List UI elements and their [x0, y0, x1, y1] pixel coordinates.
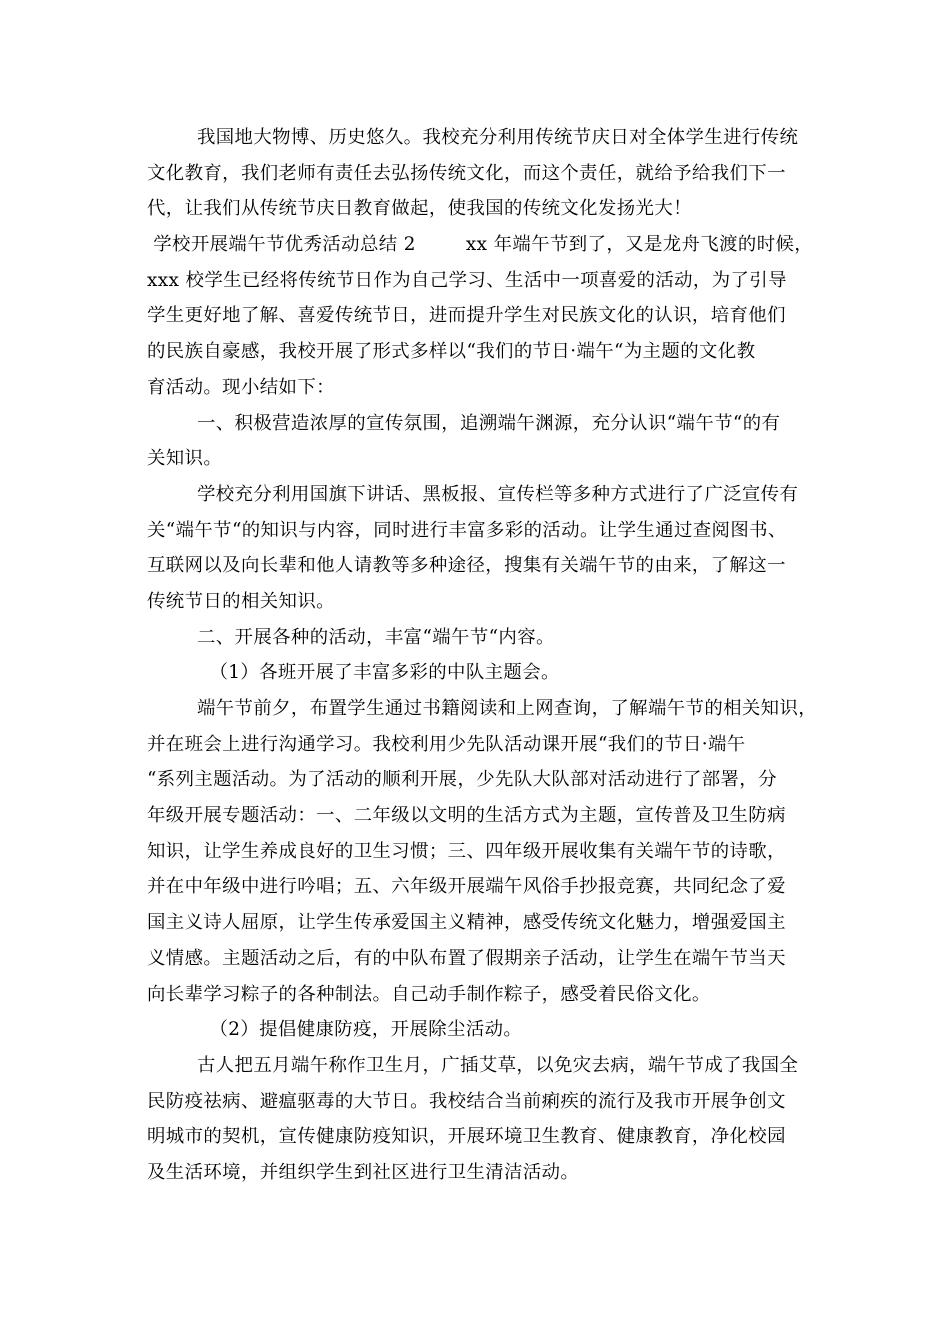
text-line: 学生更好地了解、喜爱传统节日，进而提升学生对民族文化的认识，培育他们 — [147, 305, 786, 327]
text-line: 及生活环境，并组织学生到社区进行卫生清洁活动。 — [147, 1161, 580, 1183]
text-line: 育活动。现小结如下： — [147, 376, 335, 398]
document-body — [147, 120, 817, 1191]
text-line: 知识，让学生养成良好的卫生习惯；三、四年级开展收集有关端午节的诗歌， — [147, 840, 786, 862]
text-line: 二、开展各种的活动，丰富“端午节“内容。 — [147, 626, 555, 648]
text-line: 端午节前夕，布置学生通过书籍阅读和上网查询，了解端午节的相关知识， — [147, 698, 818, 719]
text-line: 代，让我们从传统节庆日教育做起，使我国的传统文化发扬光大！ — [147, 198, 692, 220]
text-line: 一、积极营造浓厚的宣传氛围，追溯端午渊源，充分认识“端午节“的有 — [147, 412, 781, 434]
text-line: （1）各班开展了丰富多彩的中队主题会。 — [147, 662, 560, 684]
text-line: （2）提倡健康防疫，开展除尘活动。 — [147, 1019, 523, 1041]
text-line: 义情感。主题活动之后，有的中队布置了假期亲子活动，让学生在端午节当天 — [147, 947, 786, 969]
text-line: 国主义诗人屈原，让学生传承爱国主义精神，感受传统文化魅力，增强爱国主 — [147, 912, 786, 934]
text-line: 明城市的契机，宣传健康防疫知识，开展环境卫生教育、健康教育，净化校园 — [147, 1126, 786, 1148]
text-line: 关知识。 — [147, 448, 223, 470]
text-line: xxx 校学生已经将传统节日作为自己学习、生活中一项喜爱的活动，为了引导 — [147, 269, 787, 291]
text-line: 互联网以及向长辈和他人请教等多种途径，搜集有关端午节的由来，了解这一 — [147, 555, 786, 577]
text-line: 并在班会上进行沟通学习。我校利用少先队活动课开展“我们的节日·端午 — [147, 733, 746, 755]
text-line: 的民族自豪感，我校开展了形式多样以“我们的节日·端午“为主题的文化教 — [147, 341, 756, 363]
text-line: 并在中年级中进行吟唱；五、六年级开展端午风俗手抄报竞赛，共同纪念了爱 — [147, 876, 786, 898]
text-line: 文化教育，我们老师有责任去弘扬传统文化，而这个责任，就给予给我们下一 — [147, 162, 786, 184]
text-line: 年级开展专题活动：一、二年级以文明的生活方式为主题，宣传普及卫生防病 — [147, 805, 786, 827]
text-line: 关“端午节“的知识与内容，同时进行丰富多彩的活动。让学生通过查阅图书、 — [147, 519, 787, 541]
text-line: 向长辈学习粽子的各种制法。自己动手制作粽子，感受着民俗文化。 — [147, 983, 711, 1005]
text-line: “系列主题活动。为了活动的顺利开展，少先队大队部对活动进行了部署，分 — [147, 769, 777, 791]
text-line: 民防疫祛病、避瘟驱毒的大节日。我校结合当前痢疾的流行及我市开展争创文 — [147, 1090, 786, 1112]
text-line: 我国地大物博、历史悠久。我校充分利用传统节庆日对全体学生进行传统 — [147, 127, 799, 148]
text-line: 古人把五月端午称作卫生月，广插艾草，以免灾去病，端午节成了我国全 — [147, 1054, 799, 1076]
text-line: 学校开展端午节优秀活动总结 2 xx 年端午节到了，又是龙舟飞渡的时候， — [147, 234, 814, 256]
text-line: 传统节日的相关知识。 — [147, 590, 335, 612]
text-line: 学校充分利用国旗下讲话、黑板报、宣传栏等多种方式进行了广泛宣传有 — [147, 483, 799, 505]
